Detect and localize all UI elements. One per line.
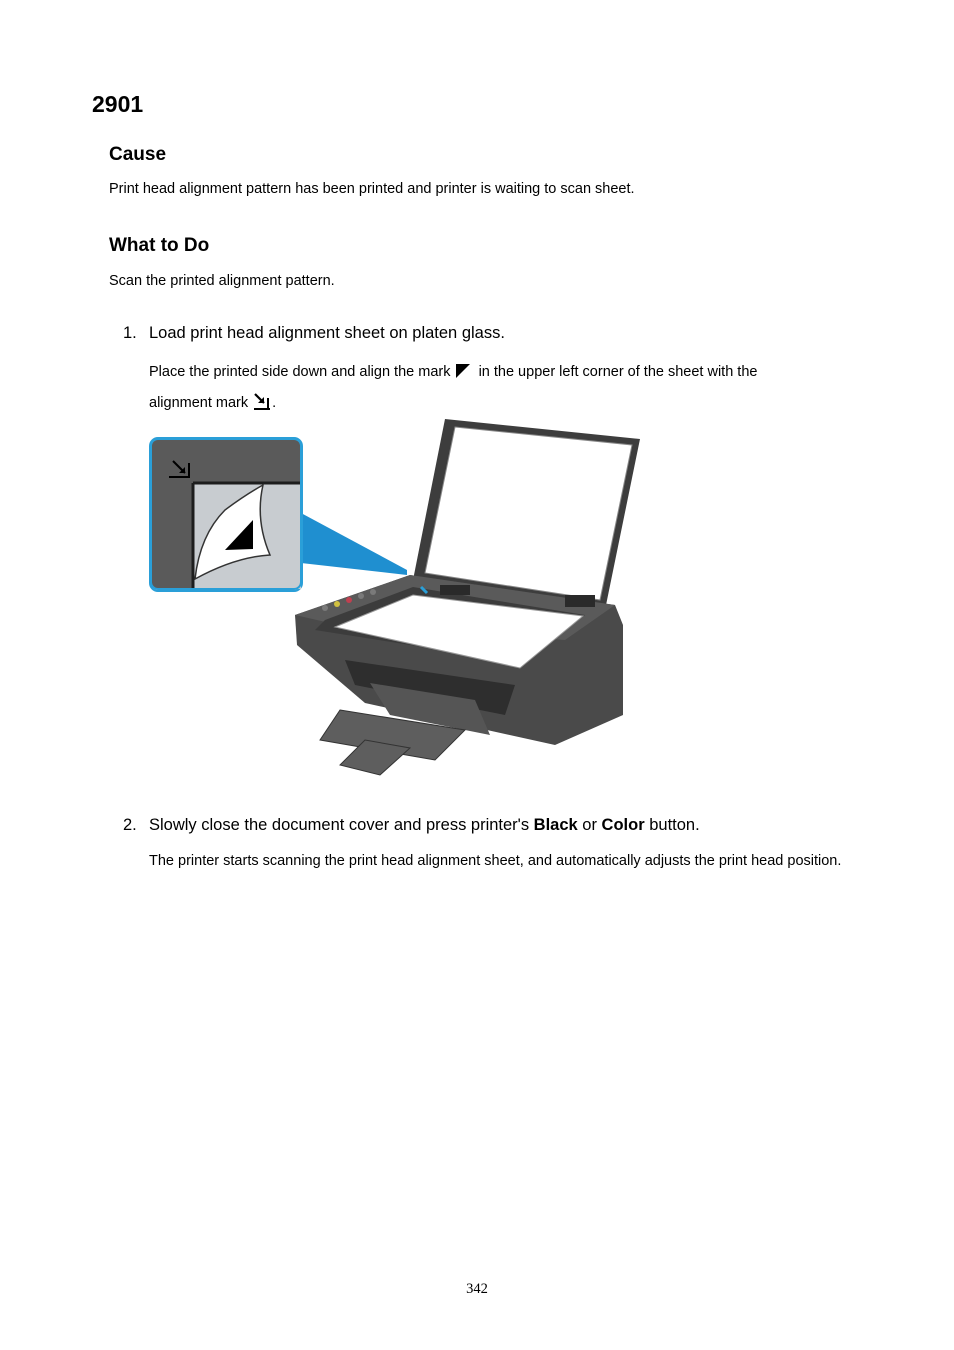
step-1-title: Load print head alignment sheet on platen glass. (149, 324, 505, 342)
step-2-title-part2: or (577, 816, 602, 834)
printer-body (295, 575, 623, 775)
step-2-title-part1: Slowly close the document cover and press printer's (149, 816, 534, 834)
color-button-label: Color (601, 816, 645, 834)
what-to-do-heading: What to Do (109, 235, 210, 256)
cause-heading: Cause (109, 144, 167, 165)
cause-text: Print head alignment pattern has been printed and printer is waiting to scan sheet. (109, 181, 635, 197)
printer-illustration (145, 415, 645, 780)
step-1-desc-part3: alignment mark (149, 395, 249, 411)
page-number: 342 (466, 1281, 488, 1297)
step-1-desc-part1: Place the printed side down and align the mark (149, 364, 451, 380)
what-to-do-text: Scan the printed alignment pattern. (109, 273, 335, 289)
step-2-title (149, 814, 700, 836)
step-2-number: 2. (123, 816, 137, 834)
black-button-label: Black (533, 816, 578, 834)
step-2-title-part3: button. (644, 816, 700, 834)
error-code-title: 2901 (92, 91, 144, 117)
step-2-description: The printer starts scanning the print head alignment sheet, and automatically adjusts the print head position. (149, 853, 842, 869)
step-1-description (149, 358, 849, 420)
callout-magnified-view (150, 438, 302, 591)
step-1-desc-part4: . (272, 395, 277, 411)
triangle-mark-icon (455, 361, 471, 389)
step-1-desc-part2: in the upper left corner of the sheet with the (478, 364, 758, 380)
callout-beam (301, 513, 407, 575)
step-1-number: 1. (123, 324, 137, 342)
